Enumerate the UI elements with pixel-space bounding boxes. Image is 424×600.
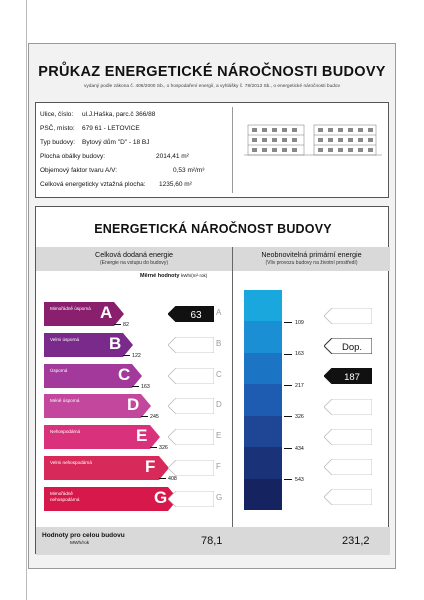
value-cell-letter: A [216, 308, 222, 317]
primary-value-arrow [324, 399, 372, 415]
factor-label: Objemový faktor tvaru A/V: [40, 167, 118, 174]
street-label: Ulice, číslo: [40, 111, 74, 118]
delivered-limit: 82 [114, 322, 129, 328]
class-letter: D [127, 395, 140, 415]
primary-limit: 109 [284, 320, 304, 326]
value-cell-d [168, 398, 224, 414]
primary-scale-band [244, 353, 282, 385]
building-totals-label: Hodnoty pro celou budovu [42, 532, 125, 539]
primary-energy-subtitle: (Vliv provozu budovy na životní prostředí) [265, 260, 358, 266]
primary-scale-band [244, 416, 282, 448]
value-cell-e [168, 429, 224, 445]
primary-value-arrow [324, 429, 372, 445]
value-cell-g [168, 491, 224, 507]
value-cell-a [168, 306, 224, 322]
class-label: Úsporná [50, 367, 68, 373]
value-cell-letter: E [216, 431, 222, 441]
scan-edge [26, 0, 27, 600]
type-value: Bytový dům "D" - 18 BJ [82, 139, 150, 146]
value-cell-arrow [168, 429, 214, 445]
primary-scale-band [244, 384, 282, 416]
area-label: Plocha obálky budovy: [40, 153, 106, 160]
required-label: Dop. [341, 342, 363, 354]
primary-value-arrow [324, 489, 372, 505]
value-cell-letter: G [216, 492, 223, 502]
primary-value-arrow [324, 308, 372, 324]
primary-scale-band [244, 290, 282, 322]
class-letter: A [100, 303, 113, 322]
primary-limit: 326 [284, 414, 304, 420]
value-cell-arrow [168, 460, 214, 476]
psc-label: PSČ, místo: [40, 125, 75, 132]
reference-area-label: Celková energeticky vztažná plocha: [40, 181, 146, 188]
certificate-title: PRŮKAZ ENERGETICKÉ NÁROČNOSTI BUDOVY [38, 64, 386, 80]
primary-value-cell [324, 368, 372, 384]
area-value: 2014,41 m² [156, 153, 189, 160]
primary-value-arrow [324, 338, 372, 354]
class-label: Velmi úsporná [50, 336, 80, 342]
primary-value-cell [324, 459, 372, 475]
value-cell-b [168, 337, 224, 353]
value-cell-arrow [168, 306, 214, 322]
value-cell-letter: F [216, 462, 221, 471]
class-letter: E [136, 426, 148, 446]
specific-values-text: Měrné hodnoty [140, 273, 180, 279]
delivered-energy-title: Celková dodaná energie [95, 250, 173, 259]
primary-scale-band [244, 479, 282, 511]
primary-scale-band [244, 447, 282, 479]
delivered-limit: 408 [159, 476, 177, 482]
value-cell-arrow [168, 491, 214, 507]
building-info-box [35, 102, 389, 198]
primary-value-arrow [324, 368, 372, 384]
value-cell-arrow [168, 368, 214, 384]
class-letter: F [145, 457, 156, 476]
delivered-energy-total: 78,1 [201, 535, 223, 547]
class-label: Mimořádně úsporná [50, 306, 91, 311]
class-label: Méně úsporná [50, 398, 80, 404]
value-cell-arrow [168, 398, 214, 414]
specific-values-label [140, 273, 207, 279]
delivered-limit: 122 [123, 353, 141, 359]
primary-energy-header [233, 247, 390, 271]
factor-value: 0,53 m²/m³ [173, 167, 205, 174]
value-cell-arrow [168, 337, 214, 353]
primary-limit: 217 [284, 383, 304, 389]
energy-performance-title: ENERGETICKÁ NÁROČNOST BUDOVY [94, 222, 332, 236]
certificate-subtitle: vydaný podle zákona č. 406/2000 Sb., o hospodaření energií, a vyhlášky č. 78/2013 Sb., o energetické náročnosti budov [83, 84, 340, 89]
delivered-energy-header [36, 247, 232, 271]
building-totals-unit: MWh/rok [70, 541, 90, 546]
specific-values-units: kWh/(m²·rok) [180, 273, 208, 278]
primary-limit: 543 [284, 477, 304, 483]
primary-value-cell [324, 429, 372, 445]
primary-value-arrow [324, 459, 372, 475]
value-cell-letter: C [216, 369, 222, 379]
delivered-energy-subtitle: (Energie na vstupu do budovy) [99, 260, 169, 266]
delivered-limit: 326 [150, 445, 168, 451]
primary-scale-band [244, 321, 282, 353]
delivered-energy-value: 63 [190, 310, 202, 321]
class-letter: B [109, 333, 122, 353]
value-cell-f [168, 460, 224, 476]
primary-energy-title: Neobnovitelná primární energie [261, 250, 362, 259]
class-label: Velmi nehospodárná [50, 460, 92, 465]
primary-value-cell [324, 308, 372, 324]
primary-energy-total: 231,2 [342, 535, 370, 547]
psc-value: 679 61 - LETOVICE [82, 125, 140, 132]
class-letter: G [154, 487, 168, 507]
class-label: Nehospodárná [50, 429, 81, 435]
value-cell-letter: D [216, 400, 222, 410]
reference-area-value: 1235,60 m² [159, 181, 192, 188]
primary-limit: 163 [284, 351, 304, 357]
delivered-limit: 163 [132, 384, 150, 390]
primary-limit: 434 [284, 446, 304, 452]
primary-value-cell [324, 338, 372, 354]
building-totals-row [36, 527, 390, 555]
primary-value-cell [324, 489, 372, 505]
energy-performance-box [35, 206, 389, 554]
class-label: Mimořádně nehospodárná [50, 490, 80, 502]
class-letter: C [118, 364, 131, 384]
delivered-limit: 245 [141, 414, 159, 420]
value-cell-c [168, 368, 224, 384]
primary-value-cell [324, 399, 372, 415]
column-divider [232, 247, 233, 527]
value-cell-letter: B [216, 338, 222, 348]
building-elevation-sketch [242, 111, 384, 193]
info-divider [232, 107, 233, 193]
type-label: Typ budovy: [40, 139, 76, 146]
street-value: ul.J.Haška, parc.č 366/88 [82, 111, 156, 118]
primary-energy-value: 187 [344, 372, 360, 384]
